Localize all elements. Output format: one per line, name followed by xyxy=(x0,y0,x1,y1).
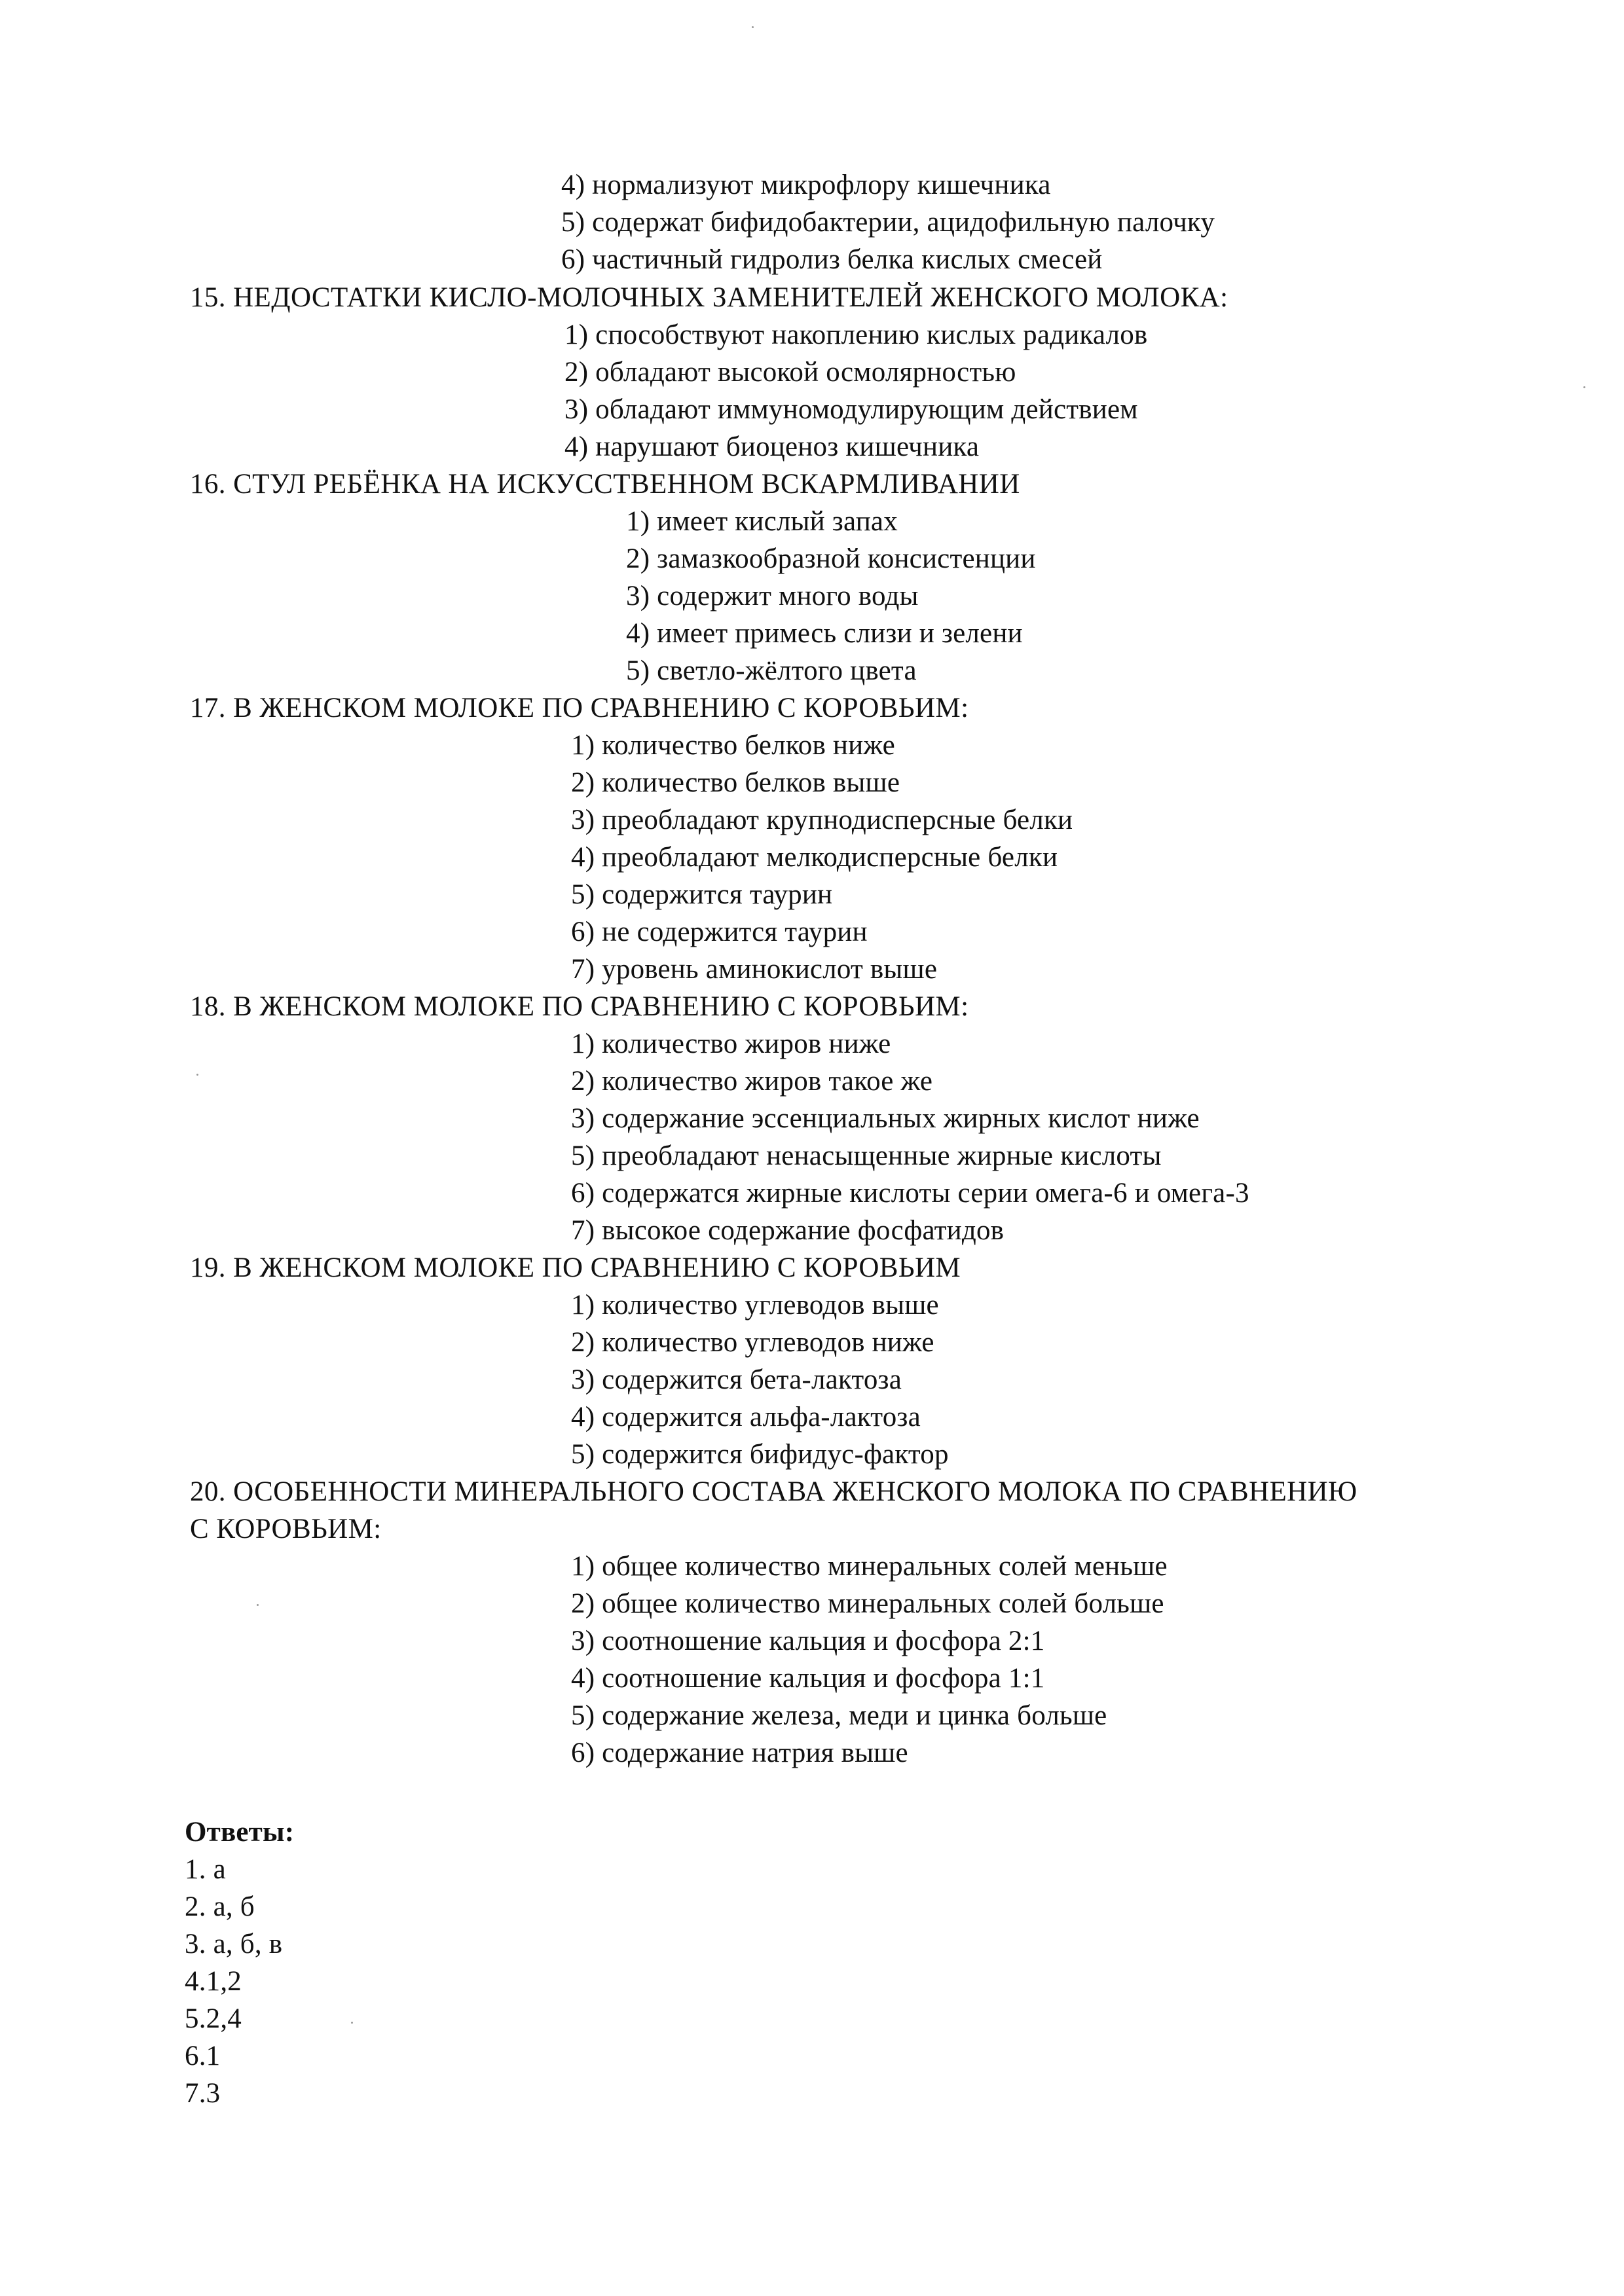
question-20-title-continuation: С КОРОВЬИМ: xyxy=(190,1514,382,1544)
q18-option: 2) количество жиров такое же xyxy=(571,1066,933,1097)
scan-speck xyxy=(196,1074,198,1076)
answer-item: 1. а xyxy=(185,1854,226,1885)
q17-option: 3) преобладают крупнодисперсные белки xyxy=(571,805,1073,835)
q18-option: 3) содержание эссенциальных жирных кислот ниже xyxy=(571,1103,1200,1134)
question-15-title: 15. НЕДОСТАТКИ КИСЛО-МОЛОЧНЫХ ЗАМЕНИТЕЛЕЙ ЖЕНСКОГО МОЛОКА: xyxy=(190,282,1228,313)
q15-option: 1) способствуют накоплению кислых радикалов xyxy=(564,319,1148,350)
q19-option: 4) содержится альфа-лактоза xyxy=(571,1402,921,1432)
q19-option: 5) содержится бифидус-фактор xyxy=(571,1439,949,1470)
scan-speck xyxy=(752,26,754,28)
q18-option: 1) количество жиров ниже xyxy=(571,1029,891,1059)
q20-option: 2) общее количество минеральных солей больше xyxy=(571,1588,1164,1619)
q16-option: 1) имеет кислый запах xyxy=(626,506,898,537)
scan-speck xyxy=(1583,386,1585,388)
q18-option: 7) высокое содержание фосфатидов xyxy=(571,1215,1005,1246)
answer-item: 7.3 xyxy=(185,2078,221,2109)
q17-option: 7) уровень аминокислот выше xyxy=(571,954,938,985)
q17-option: 6) не содержится таурин xyxy=(571,917,868,947)
question-18-title: 18. В ЖЕНСКОМ МОЛОКЕ ПО СРАВНЕНИЮ С КОРОВЬИМ: xyxy=(190,991,969,1022)
q15-option: 2) обладают высокой осмолярностью xyxy=(564,357,1016,388)
q19-option: 1) количество углеводов выше xyxy=(571,1290,939,1321)
question-20-title: 20. ОСОБЕННОСТИ МИНЕРАЛЬНОГО СОСТАВА ЖЕНСКОГО МОЛОКА ПО СРАВНЕНИЮ xyxy=(190,1476,1357,1507)
q20-option: 1) общее количество минеральных солей меньше xyxy=(571,1551,1168,1582)
answers-heading: Ответы: xyxy=(185,1817,295,1848)
q14-option: 5) содержат бифидобактерии, ацидофильную палочку xyxy=(561,207,1215,238)
q19-option: 3) содержится бета-лактоза xyxy=(571,1364,902,1395)
q19-option: 2) количество углеводов ниже xyxy=(571,1327,934,1358)
q20-option: 4) соотношение кальция и фосфора 1:1 xyxy=(571,1663,1045,1694)
question-17-title: 17. В ЖЕНСКОМ МОЛОКЕ ПО СРАВНЕНИЮ С КОРОВЬИМ: xyxy=(190,693,969,723)
q20-option: 3) соотношение кальция и фосфора 2:1 xyxy=(571,1626,1045,1656)
q17-option: 2) количество белков выше xyxy=(571,767,900,798)
answer-item: 3. а, б, в xyxy=(185,1929,283,1959)
q17-option: 1) количество белков ниже xyxy=(571,730,895,761)
scan-speck xyxy=(351,2022,353,2024)
question-19-title: 19. В ЖЕНСКОМ МОЛОКЕ ПО СРАВНЕНИЮ С КОРОВЬИМ xyxy=(190,1252,961,1283)
answer-item: 4.1,2 xyxy=(185,1966,242,1997)
q18-option: 5) преобладают ненасыщенные жирные кислоты xyxy=(571,1140,1162,1171)
q16-option: 2) замазкообразной консистенции xyxy=(626,543,1036,574)
q20-option: 6) содержание натрия выше xyxy=(571,1738,908,1768)
q18-option: 6) содержатся жирные кислоты серии омега-6 и омега-3 xyxy=(571,1178,1249,1209)
q17-option: 5) содержится таурин xyxy=(571,879,833,910)
answer-item: 6.1 xyxy=(185,2041,221,2071)
q16-option: 3) содержит много воды xyxy=(626,581,919,611)
scan-speck xyxy=(257,1604,259,1606)
answer-item: 2. а, б xyxy=(185,1891,255,1922)
q16-option: 4) имеет примесь слизи и зелени xyxy=(626,618,1023,649)
q15-option: 3) обладают иммуномодулирующим действием xyxy=(564,394,1138,425)
answer-item: 5.2,4 xyxy=(185,2003,242,2034)
q17-option: 4) преобладают мелкодисперсные белки xyxy=(571,842,1058,873)
q15-option: 4) нарушают биоценоз кишечника xyxy=(564,431,980,462)
q20-option: 5) содержание железа, меди и цинка больше xyxy=(571,1700,1107,1731)
q14-option: 6) частичный гидролиз белка кислых смесей xyxy=(561,244,1103,275)
question-16-title: 16. СТУЛ РЕБЁНКА НА ИСКУССТВЕННОМ ВСКАРМЛИВАНИИ xyxy=(190,469,1020,500)
q16-option: 5) светло-жёлтого цвета xyxy=(626,655,917,686)
q14-option: 4) нормализуют микрофлору кишечника xyxy=(561,170,1051,200)
